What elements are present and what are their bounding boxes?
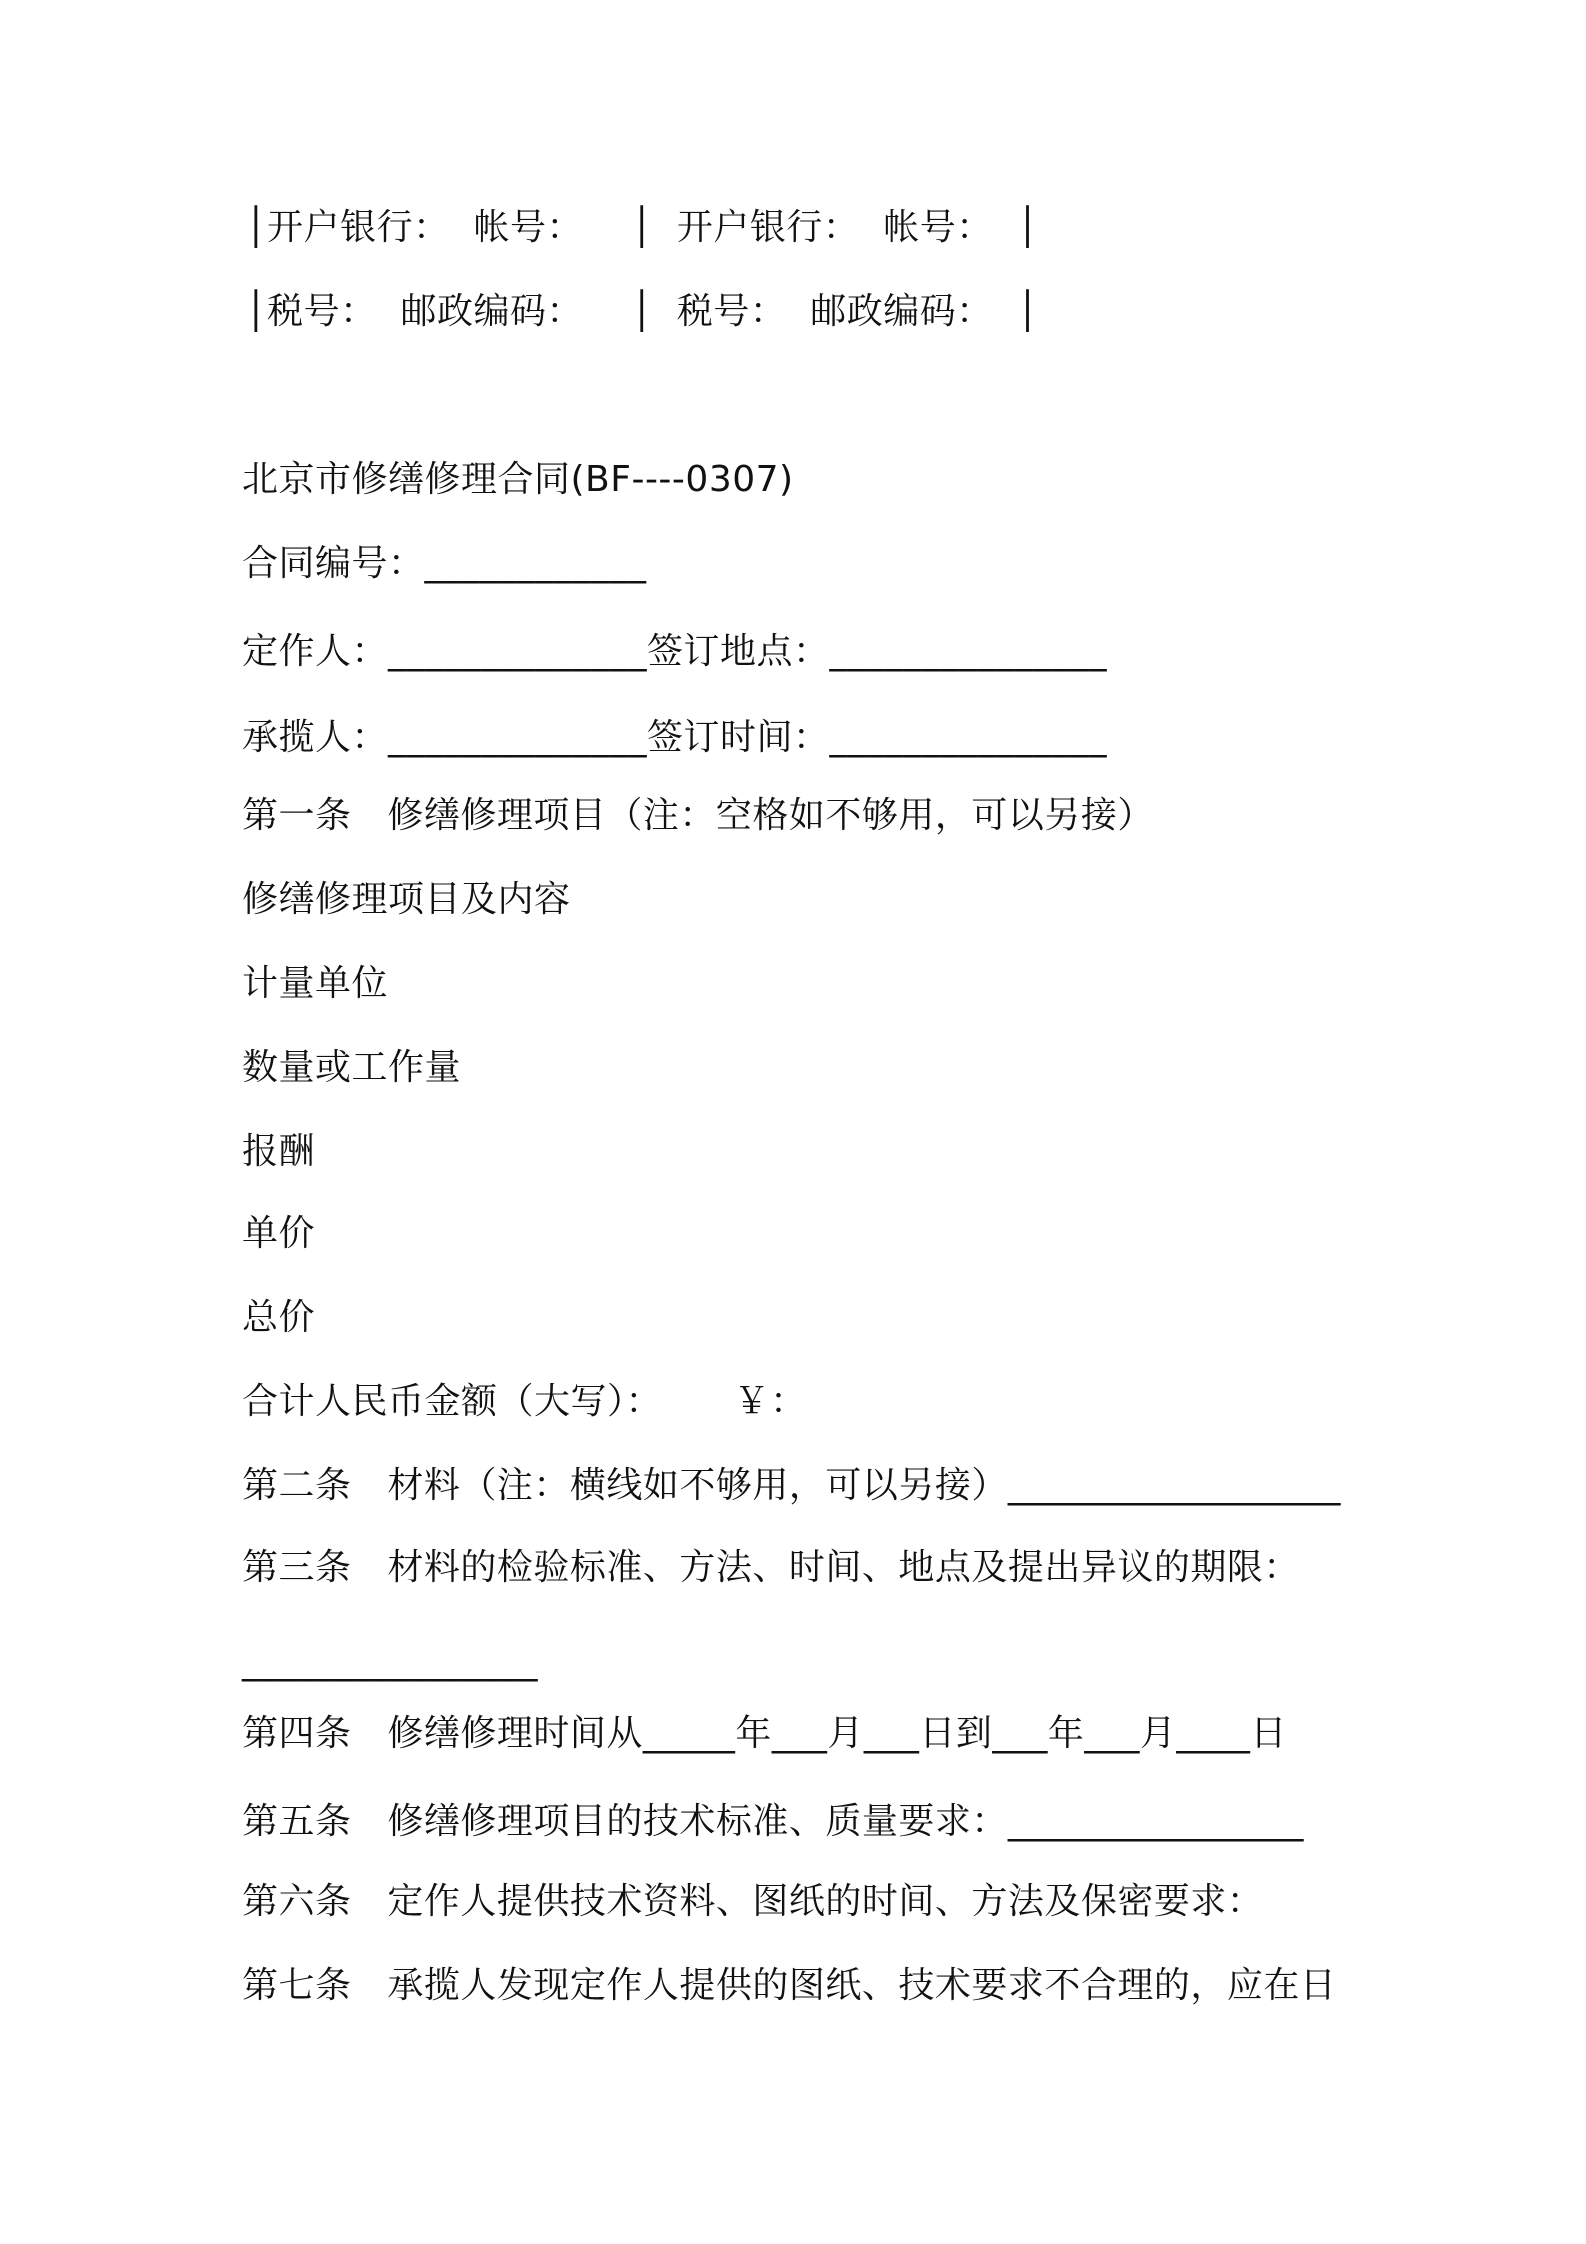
table-field-remuneration: 报酬 (242, 1131, 316, 1172)
table-field-total-price: 总价 (242, 1297, 316, 1338)
article-1: 第一条 修缮修理项目（注：空格如不够用，可以另接） (242, 795, 1154, 836)
article-3-blank: ________________ (242, 1641, 538, 1682)
party-b-line: 承揽人：______________签订时间：_______________ (242, 717, 1108, 758)
table-field-item: 修缮修理项目及内容 (242, 879, 571, 920)
bank-account-row: │开户银行： 帐号： │ 开户银行： 帐号： │ (245, 207, 1039, 248)
total-amount-line: 合计人民币金额（大写）： ￥： (242, 1381, 807, 1422)
tax-postal-row: │税号： 邮政编码： │ 税号： 邮政编码： │ (245, 291, 1039, 332)
article-4: 第四条 修缮修理时间从_____年___月___日到___年___月____日 (242, 1713, 1287, 1754)
article-2: 第二条 材料（注：横线如不够用，可以另接）__________________ (242, 1465, 1341, 1506)
article-5: 第五条 修缮修理项目的技术标准、质量要求：________________ (242, 1801, 1304, 1842)
party-a-line: 定作人：______________签订地点：_______________ (242, 631, 1108, 672)
contract-title: 北京市修缮修理合同(BF----0307) (242, 459, 794, 500)
table-field-quantity: 数量或工作量 (242, 1047, 462, 1088)
article-6: 第六条 定作人提供技术资料、图纸的时间、方法及保密要求： (242, 1881, 1264, 1922)
article-3: 第三条 材料的检验标准、方法、时间、地点及提出异议的期限： (242, 1547, 1300, 1588)
article-7: 第七条 承揽人发现定作人提供的图纸、技术要求不合理的，应在日 (242, 1965, 1337, 2006)
table-field-unit-price: 单价 (242, 1213, 316, 1254)
contract-number-field: 合同编号：____________ (242, 543, 647, 584)
table-field-unit: 计量单位 (242, 963, 389, 1004)
